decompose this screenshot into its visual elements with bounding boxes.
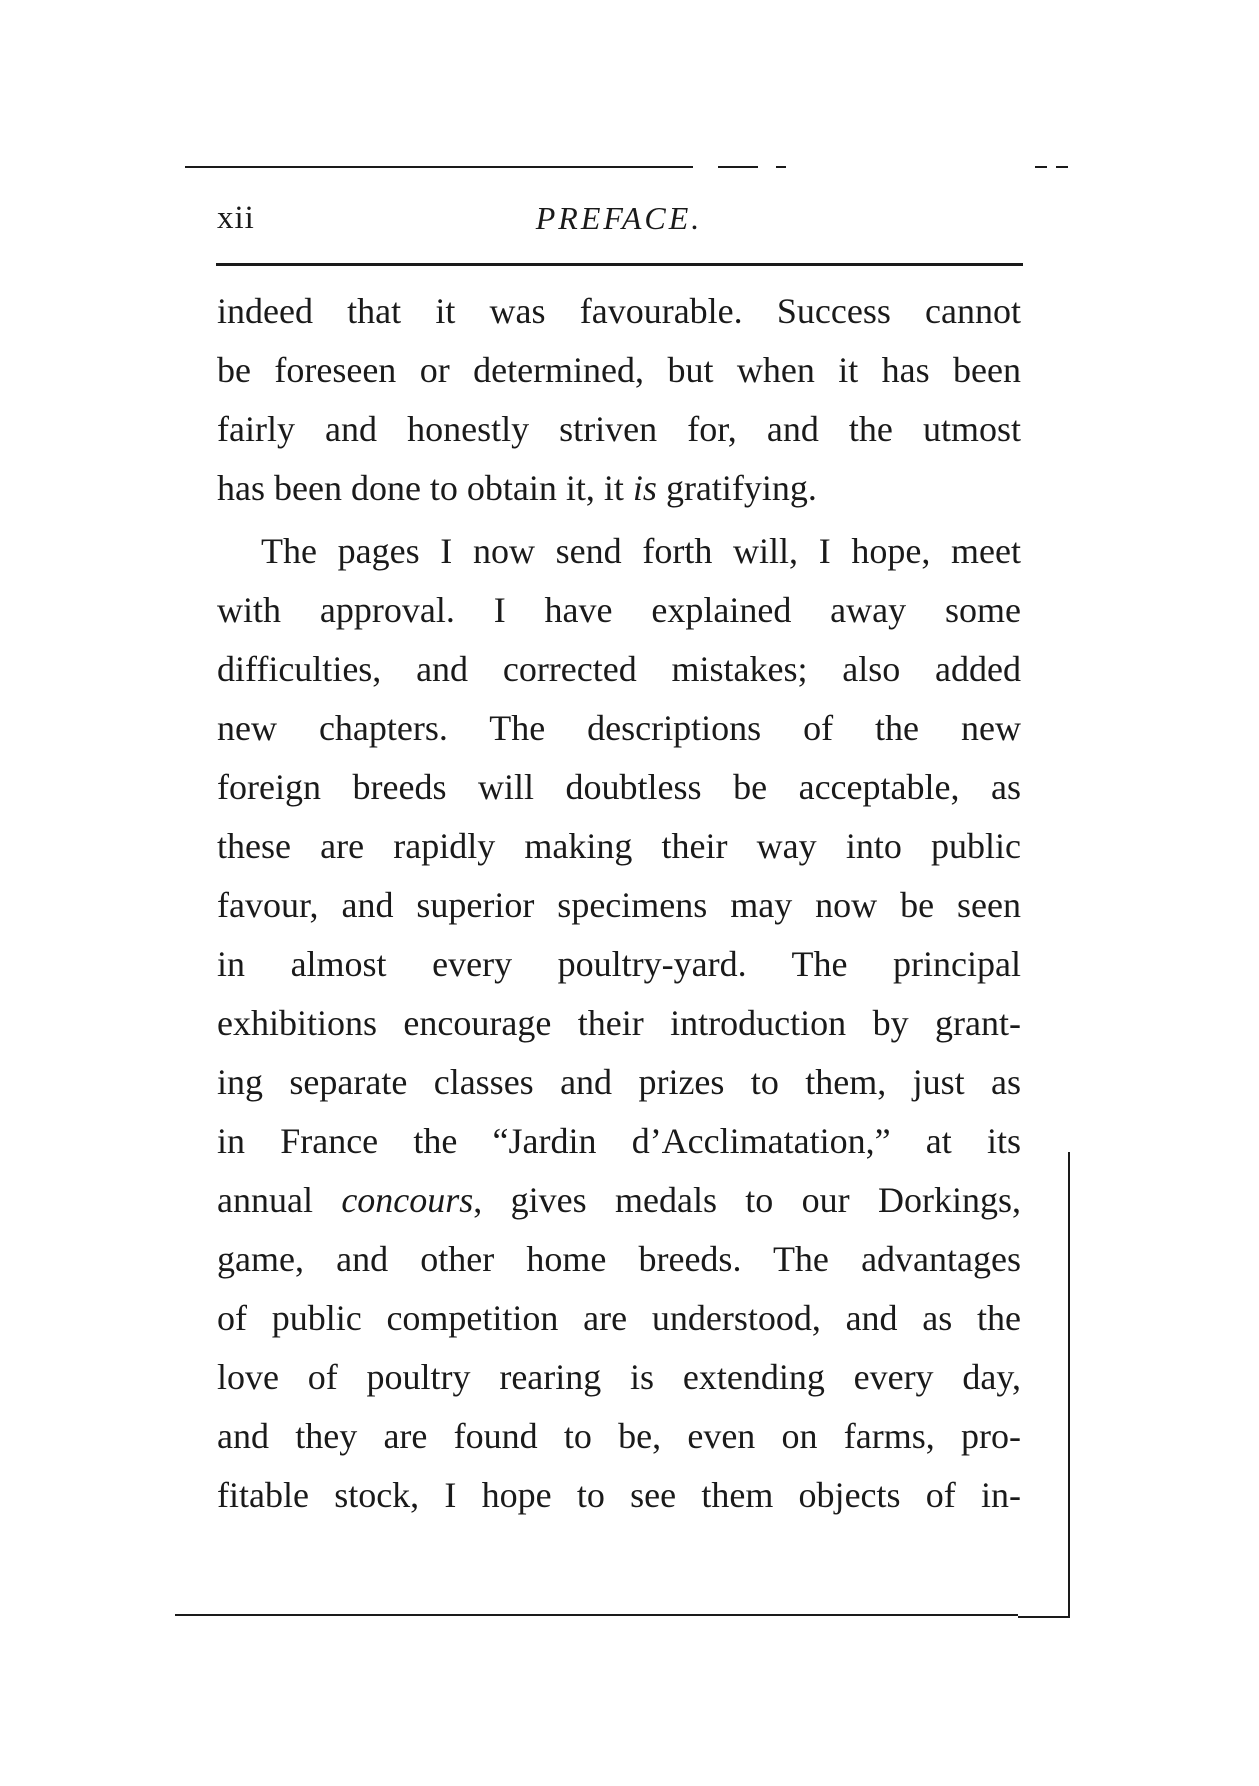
text-line: exhibitions encourage their introduction by grant-: [217, 1003, 1021, 1043]
text-line: game, and other home breeds. The advantages: [217, 1239, 1021, 1279]
top-scan-rule-dash: [1035, 166, 1047, 168]
body-text: [217, 282, 1021, 1525]
text-line: of public competition are understood, and as the: [217, 1298, 1021, 1338]
text-line: with approval. I have explained away some: [217, 590, 1021, 630]
text-line: be foreseen or determined, but when it has been: [217, 350, 1021, 390]
text-line: indeed that it was favourable. Success cannot: [217, 291, 1021, 331]
text-line: fairly and honestly striven for, and the utmost: [217, 409, 1021, 449]
text-line: and they are found to be, even on farms, pro-: [217, 1416, 1021, 1456]
text-line: fitable stock, I hope to see them objects of in-: [217, 1475, 1021, 1515]
text-line: in France the “Jardin d’Acclimatation,” at its: [217, 1121, 1021, 1161]
text-line: The pages I now send forth will, I hope, meet: [261, 531, 1021, 571]
top-scan-rule-dash: [718, 166, 758, 168]
text-line: new chapters. The descriptions of the new: [217, 708, 1021, 748]
text-line: in almost every poultry-yard. The principal: [217, 944, 1021, 984]
page-header: [217, 198, 1021, 248]
running-head: PREFACE.: [535, 200, 703, 236]
text-line: these are rapidly making their way into public: [217, 826, 1021, 866]
right-margin-scan-line: [1068, 1152, 1070, 1618]
bottom-scan-rule-right: [1018, 1616, 1070, 1618]
top-scan-rule-dash: [1056, 166, 1068, 168]
text-line: favour, and superior specimens may now be seen: [217, 885, 1021, 925]
text-line: difficulties, and corrected mistakes; also added: [217, 649, 1021, 689]
header-rule: [216, 263, 1023, 266]
bottom-scan-rule: [175, 1614, 1018, 1616]
text-line: ing separate classes and prizes to them, just as: [217, 1062, 1021, 1102]
top-scan-rule-dash: [776, 166, 786, 168]
top-scan-rule: [185, 166, 693, 168]
text-line: foreign breeds will doubtless be acceptable, as: [217, 767, 1021, 807]
text-line: love of poultry rearing is extending every day,: [217, 1357, 1021, 1397]
page-number: xii: [217, 200, 255, 236]
text-line: has been done to obtain it, it is gratifying.: [217, 468, 817, 508]
text-line: annual concours, gives medals to our Dorkings,: [217, 1180, 1021, 1220]
